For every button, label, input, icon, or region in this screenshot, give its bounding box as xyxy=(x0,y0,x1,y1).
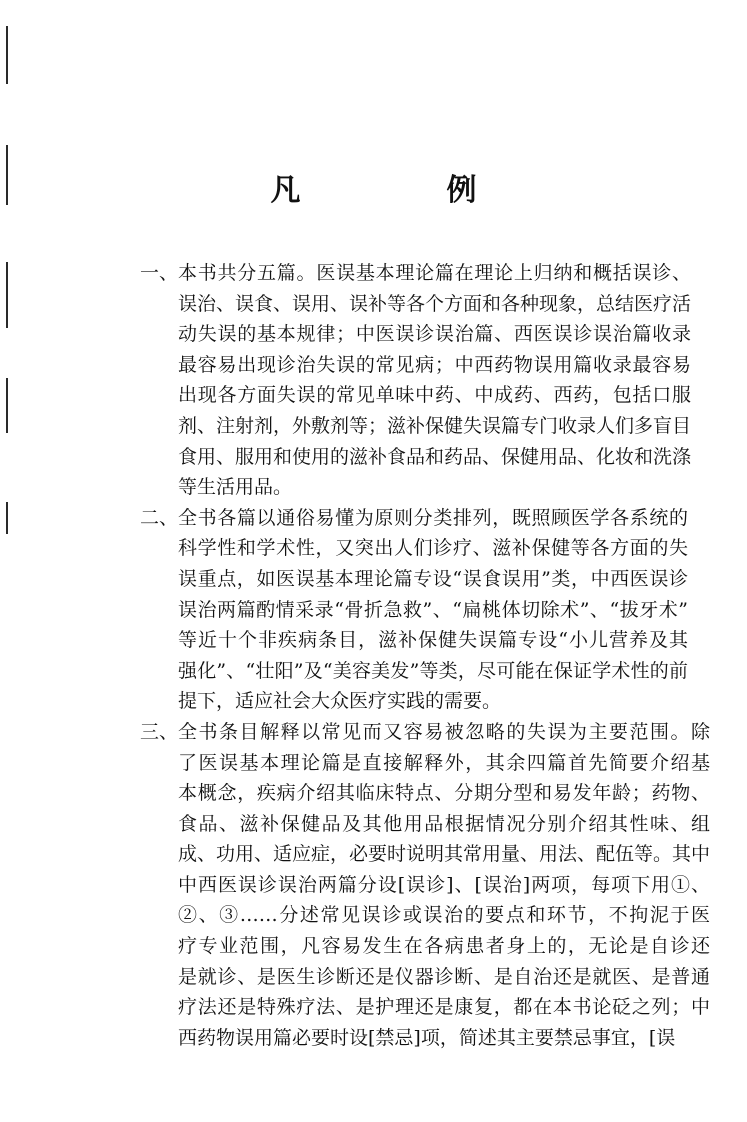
text-line: 了医误基本理论篇是直接解释外，其余四篇首先简要介绍基 xyxy=(178,751,711,774)
page-edge-mark xyxy=(6,378,8,433)
text-line: 等近十个非疾病条目，滋补保健失误篇专设“小儿营养及其 xyxy=(178,629,688,652)
page-edge-mark xyxy=(6,262,8,328)
page-edge-mark xyxy=(6,502,8,534)
text-line: 提下，适应社会大众医疗实践的需要。 xyxy=(178,690,502,713)
text-line: 全书条目解释以常见而又容易被忽略的失误为主要范围。除 xyxy=(178,720,711,743)
text-line: 本书共分五篇。医误基本理论篇在理论上归纳和概括误诊、 xyxy=(178,262,692,284)
text-line: 是就诊、是医生诊断还是仪器诊断、是自治还是就医、是普通 xyxy=(178,965,711,988)
section-number: 一、 xyxy=(140,262,179,284)
section-text xyxy=(178,503,688,717)
section-text xyxy=(178,258,691,503)
text-line: 等生活用品。 xyxy=(178,476,293,499)
section-number: 二、 xyxy=(140,506,179,529)
text-line: 疗法还是特殊疗法、是护理还是康复，都在本书论砭之列；中 xyxy=(178,996,711,1019)
text-line: 食品、滋补保健品及其他用品根据情况分别介绍其性味、组 xyxy=(178,812,711,835)
document-body xyxy=(140,258,711,1053)
section-item xyxy=(140,258,692,503)
text-line: 中西医误诊误治两篇分设[误诊]、[误治]两项，每项下用①、 xyxy=(178,873,711,896)
text-line: 动失误的基本规律；中医误诊误治篇、西医误诊误治篇收录 xyxy=(178,323,692,346)
text-line: 强化”、“壮阳”及“美容美发”等类，尽可能在保证学术性的前 xyxy=(178,659,688,682)
section-text xyxy=(178,717,710,1054)
text-line: 最容易出现诊治失误的常见病；中西药物误用篇收录最容易 xyxy=(178,353,692,376)
text-line: 剂、注射剂，外敷剂等；滋补保健失误篇专门收录人们多盲目 xyxy=(178,414,692,437)
section-number: 三、 xyxy=(140,720,179,743)
section-item xyxy=(140,503,688,717)
text-line: 科学性和学术性，又突出人们诊疗、滋补保健等各方面的失 xyxy=(178,537,688,560)
section-item xyxy=(140,717,711,1054)
text-line: 全书各篇以通俗易懂为原则分类排列，既照顾医学各系统的 xyxy=(178,506,688,529)
page-title: 凡 例 xyxy=(270,173,535,208)
text-line: 食用、服用和使用的滋补食品和药品、保健用品、化妆和洗涤 xyxy=(178,445,692,468)
text-line: 成、功用、适应症，必要时说明其常用量、用法、配伍等。其中 xyxy=(178,843,711,866)
text-line: 误重点，如医误基本理论篇专设“误食误用”类，中西医误诊 xyxy=(178,567,688,590)
text-line: 疗专业范围，凡容易发生在各病患者身上的，无论是自诊还 xyxy=(178,935,711,958)
text-line: 误治两篇酌情采录“骨折急救”、“扁桃体切除术”、“拔牙术” xyxy=(178,598,688,621)
text-line: 西药物误用篇必要时设[禁忌]项，简述其主要禁忌事宜，[误 xyxy=(178,1026,676,1049)
text-line: ②、③……分述常见误诊或误治的要点和环节，不拘泥于医 xyxy=(178,904,711,927)
text-line: 出现各方面失误的常见单味中药、中成药、西药，包括口服 xyxy=(178,384,692,407)
text-line: 误治、误食、误用、误补等各个方面和各种现象，总结医疗活 xyxy=(178,292,692,315)
page-edge-mark xyxy=(6,26,8,84)
text-line: 本概念，疾病介绍其临床特点、分期分型和易发年龄；药物、 xyxy=(178,782,711,805)
